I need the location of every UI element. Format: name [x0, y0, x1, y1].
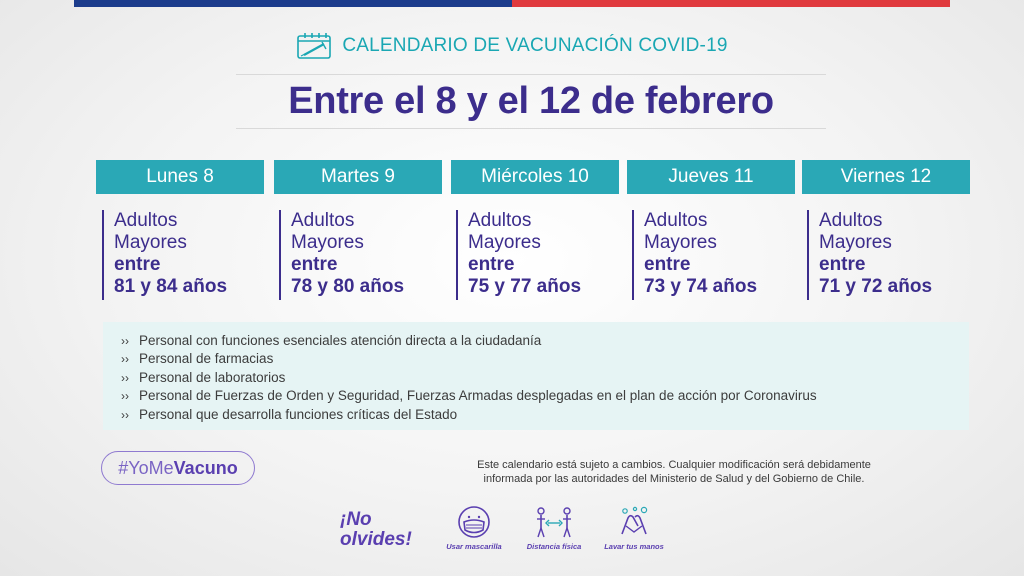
disclaimer — [438, 458, 910, 486]
day-group-lunes — [102, 210, 227, 300]
group-line: Adultos — [644, 210, 708, 231]
age-range: 75 y 77 años — [468, 276, 582, 297]
hashtag-badge — [101, 451, 255, 485]
disclaimer-line: informada por las autoridades del Ministerio de Salud y del Gobierno de Chile. — [483, 473, 865, 485]
tip-mask — [438, 506, 510, 551]
group-line: entre — [291, 254, 338, 275]
day-tab-viernes: Viernes 12 — [802, 160, 970, 194]
page-subtitle: CALENDARIO DE VACUNACIÓN COVID-19 — [342, 35, 728, 56]
age-range: 78 y 80 años — [291, 276, 405, 297]
hashtag-bold: Vacuno — [173, 457, 238, 478]
day-group-viernes — [807, 210, 932, 300]
list-item-text: Personal de farmacias — [139, 351, 274, 367]
tip-distance — [518, 506, 590, 551]
group-line: Adultos — [819, 210, 883, 231]
chevron-double-right-icon: ›› — [121, 407, 129, 422]
day-tab-lunes: Lunes 8 — [96, 160, 264, 194]
reminder-heading — [340, 510, 430, 550]
tip-label: Lavar tus manos — [604, 542, 664, 551]
physical-distance-icon — [534, 506, 574, 540]
chevron-double-right-icon: ›› — [121, 370, 129, 385]
list-item — [121, 387, 969, 405]
group-line: Mayores — [114, 232, 187, 253]
title-band — [236, 74, 826, 129]
list-item-text: Personal de Fuerzas de Orden y Seguridad, Fuerzas Armadas desplegadas en el plan de acción por Coronavirus — [139, 388, 817, 404]
group-line: Adultos — [291, 210, 355, 231]
group-line: entre — [468, 254, 515, 275]
flag-stripe — [74, 0, 950, 7]
day-group-miercoles — [456, 210, 581, 300]
day-group-martes — [279, 210, 404, 300]
list-item — [121, 369, 969, 387]
list-item — [121, 332, 969, 350]
reminder-strip — [340, 506, 670, 566]
calendar-syringe-icon — [296, 32, 332, 60]
tip-label: Distancia física — [526, 542, 582, 551]
face-mask-icon — [454, 506, 494, 540]
age-range: 71 y 72 años — [819, 276, 933, 297]
chevron-double-right-icon: ›› — [121, 334, 129, 348]
reminder-line: ¡No — [340, 509, 372, 530]
group-line: Mayores — [819, 232, 892, 253]
day-tab-martes: Martes 9 — [274, 160, 442, 194]
reminder-line: olvides! — [340, 529, 412, 550]
group-line: entre — [114, 254, 161, 275]
page-title: Entre el 8 y el 12 de febrero — [288, 80, 774, 122]
group-line: Adultos — [114, 210, 178, 231]
flag-stripe-blue — [74, 0, 512, 7]
group-line: Mayores — [291, 232, 364, 253]
age-range: 73 y 74 años — [644, 276, 758, 297]
essential-staff-list — [103, 322, 969, 430]
group-line: Adultos — [468, 210, 532, 231]
list-item — [121, 350, 969, 368]
list-item-text: Personal con funciones esenciales atención directa a la ciudadanía — [139, 333, 542, 348]
tip-label: Usar mascarilla — [446, 542, 502, 551]
list-item-text: Personal de laboratorios — [139, 369, 286, 385]
group-line: entre — [644, 254, 691, 275]
flag-stripe-red — [512, 0, 950, 7]
age-range: 81 y 84 años — [114, 276, 228, 297]
hashtag-prefix: #YoMe — [118, 457, 174, 478]
hand-washing-icon — [614, 506, 654, 540]
day-tab-jueves: Jueves 11 — [627, 160, 795, 194]
chevron-double-right-icon: ›› — [121, 389, 129, 404]
tip-hands — [598, 506, 670, 551]
disclaimer-line: Este calendario está sujeto a cambios. Cualquier modificación será debidamente — [477, 459, 871, 471]
day-tab-miercoles: Miércoles 10 — [451, 160, 619, 194]
list-item-text: Personal que desarrolla funciones críticas del Estado — [139, 406, 458, 422]
group-line: entre — [819, 254, 866, 275]
day-group-jueves — [632, 210, 757, 300]
header — [0, 30, 1024, 62]
list-item — [121, 406, 969, 424]
group-line: Mayores — [644, 232, 717, 253]
group-line: Mayores — [468, 232, 541, 253]
chevron-double-right-icon: ›› — [121, 352, 129, 367]
